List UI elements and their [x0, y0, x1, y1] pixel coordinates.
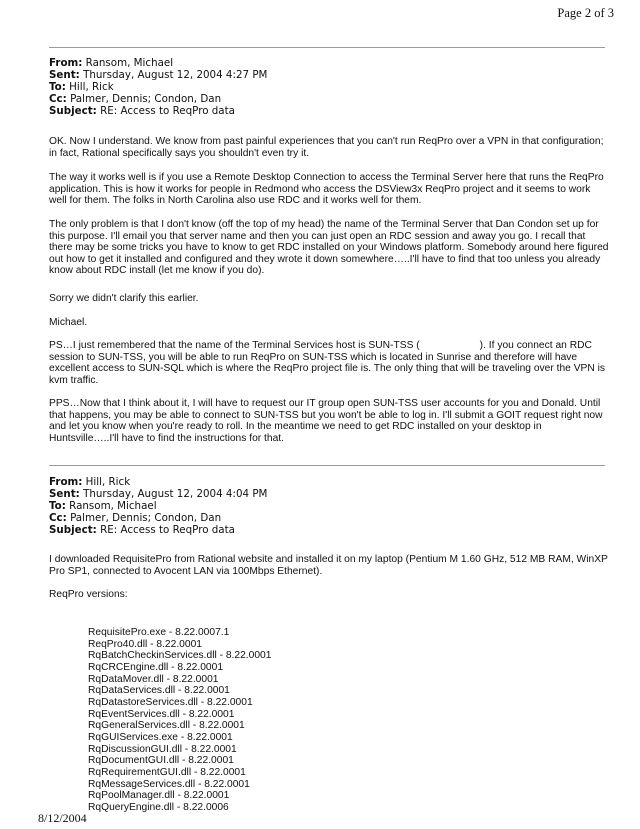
- list-item: RqBatchCheckinServices.dll - 8.22.0001: [88, 650, 272, 662]
- separator-rule: [49, 47, 605, 48]
- to-value: Ransom, Michael: [69, 500, 157, 513]
- body-paragraph: The way it works well is if you use a Remote Desktop Connection to access the Terminal Server here that runs the ReqPro application. This is how it works for people in Redmond who access the DSView3x ReqPro project and it seems to work well for them. The folks in North Carolina also use RDC and it works well for them.: [49, 172, 604, 206]
- cc-value: Palmer, Dennis; Condon, Dan: [70, 512, 222, 525]
- list-item: RqDocumentGUI.dll - 8.22.0001: [88, 755, 234, 767]
- list-item: RqDiscussionGUI.dll - 8.22.0001: [88, 743, 237, 755]
- list-item: RqGUIServices.exe - 8.22.0001: [88, 731, 233, 743]
- redacted-area: [420, 340, 480, 350]
- subject-line: Subject: RE: Access to ReqPro data: [49, 105, 235, 118]
- list-item: RqQueryEngine.dll - 8.22.0006: [88, 801, 229, 813]
- subject-line: Subject: RE: Access to ReqPro data: [49, 524, 235, 537]
- signature: Michael.: [49, 317, 88, 328]
- cc-value: Palmer, Dennis; Condon, Dan: [70, 93, 222, 106]
- footer-date: 8/12/2004: [38, 811, 87, 825]
- ps-paragraph: PS…I just remembered that the name of the Terminal Services host is SUN-TSS ( ). If you connect an RDC session to SUN-TSS, you will be able to run ReqPro on SUN-TSS which is located in Sunrise and therefore will have excellent access to SUN-SQL which is where the ReqPro project file is. The only thing that will be traveling over the VPN is kvm traffic.: [49, 340, 606, 386]
- email2-header: [49, 476, 267, 536]
- sent-line: Sent: Thursday, August 12, 2004 4:27 PM: [49, 69, 268, 82]
- to-value: Hill, Rick: [69, 81, 114, 94]
- from-line: From: Hill, Rick: [49, 476, 131, 488]
- sent-line: Sent: Thursday, August 12, 2004 4:04 PM: [49, 488, 268, 501]
- sent-value: Thursday, August 12, 2004 4:04 PM: [83, 488, 268, 501]
- list-item: RqCRCEngine.dll - 8.22.0001: [88, 661, 224, 673]
- list-item: RqDataMover.dll - 8.22.0001: [88, 673, 219, 685]
- subject-value: RE: Access to ReqPro data: [100, 105, 235, 118]
- from-value: Hill, Rick: [85, 476, 131, 488]
- body-paragraph: Sorry we didn't clarify this earlier.: [49, 293, 199, 304]
- separator-rule: [49, 465, 605, 466]
- pps-paragraph: PPS…Now that I think about it, I will have to request our IT group open SUN-TSS user accounts for you and Donald. Until that happens, you may be able to connect to SUN-TSS but you won't be able to log in. I'll submit a GOIT request right now and let you know when you're ready to roll. In the meantime we need to get RDC installed on your desktop in Huntsville…..I'll have to find the instructions for that.: [49, 398, 603, 444]
- to-line: To: Hill, Rick: [49, 81, 114, 94]
- body-paragraph: The only problem is that I don't know (off the top of my head) the name of the Terminal Server that Dan Condon set up for this purpose. I'll email you that server name and then you can just open an RDC session and away you go. I recall that there may be some tricks you have to know to get RDC installed on your Windows platform. Somebody around here figured out how to get it installed and configured and they wrote it down somewhere…..I'll have to find that too unless you already know about RDC install (let me know if you do).: [49, 219, 609, 276]
- list-item: RqDatastoreServices.dll - 8.22.0001: [88, 696, 253, 708]
- list-item: RqGeneralServices.dll - 8.22.0001: [88, 720, 245, 732]
- subject-value: RE: Access to ReqPro data: [100, 524, 235, 537]
- list-item: RequisitePro.exe - 8.22.0007.1: [88, 627, 230, 638]
- to-line: To: Ransom, Michael: [49, 500, 157, 513]
- sent-value: Thursday, August 12, 2004 4:27 PM: [83, 69, 268, 82]
- list-item: RqEventServices.dll - 8.22.0001: [88, 708, 235, 720]
- email1-header: [49, 57, 267, 117]
- cc-line: Cc: Palmer, Dennis; Condon, Dan: [49, 93, 222, 106]
- page-number: Page 2 of 3: [557, 6, 614, 20]
- versions-heading: ReqPro versions:: [49, 589, 128, 600]
- list-item: RqRequirementGUI.dll - 8.22.0001: [88, 766, 246, 778]
- body-paragraph: OK. Now I understand. We know from past painful experiences that you can't run ReqPro over a VPN in that configuration; in fact, Rational specifically says you shouldn't even try it.: [49, 136, 604, 159]
- from-line: From: Ransom, Michael: [49, 57, 174, 69]
- list-item: ReqPro40.dll - 8.22.0001: [88, 638, 202, 650]
- list-item: RqDataServices.dll - 8.22.0001: [88, 685, 230, 697]
- cc-line: Cc: Palmer, Dennis; Condon, Dan: [49, 512, 222, 525]
- list-item: RqPoolManager.dll - 8.22.0001: [88, 790, 230, 802]
- from-value: Ransom, Michael: [85, 57, 174, 69]
- file-version-list: [88, 627, 271, 814]
- list-item: RqMessageServices.dll - 8.22.0001: [88, 778, 250, 790]
- body-paragraph: I downloaded RequisitePro from Rational website and installed it on my laptop (Pentium M 1.60 GHz, 512 MB RAM, WinXP Pro SP1, connected to Avocent LAN via 100Mbps Ethernet).: [49, 554, 608, 577]
